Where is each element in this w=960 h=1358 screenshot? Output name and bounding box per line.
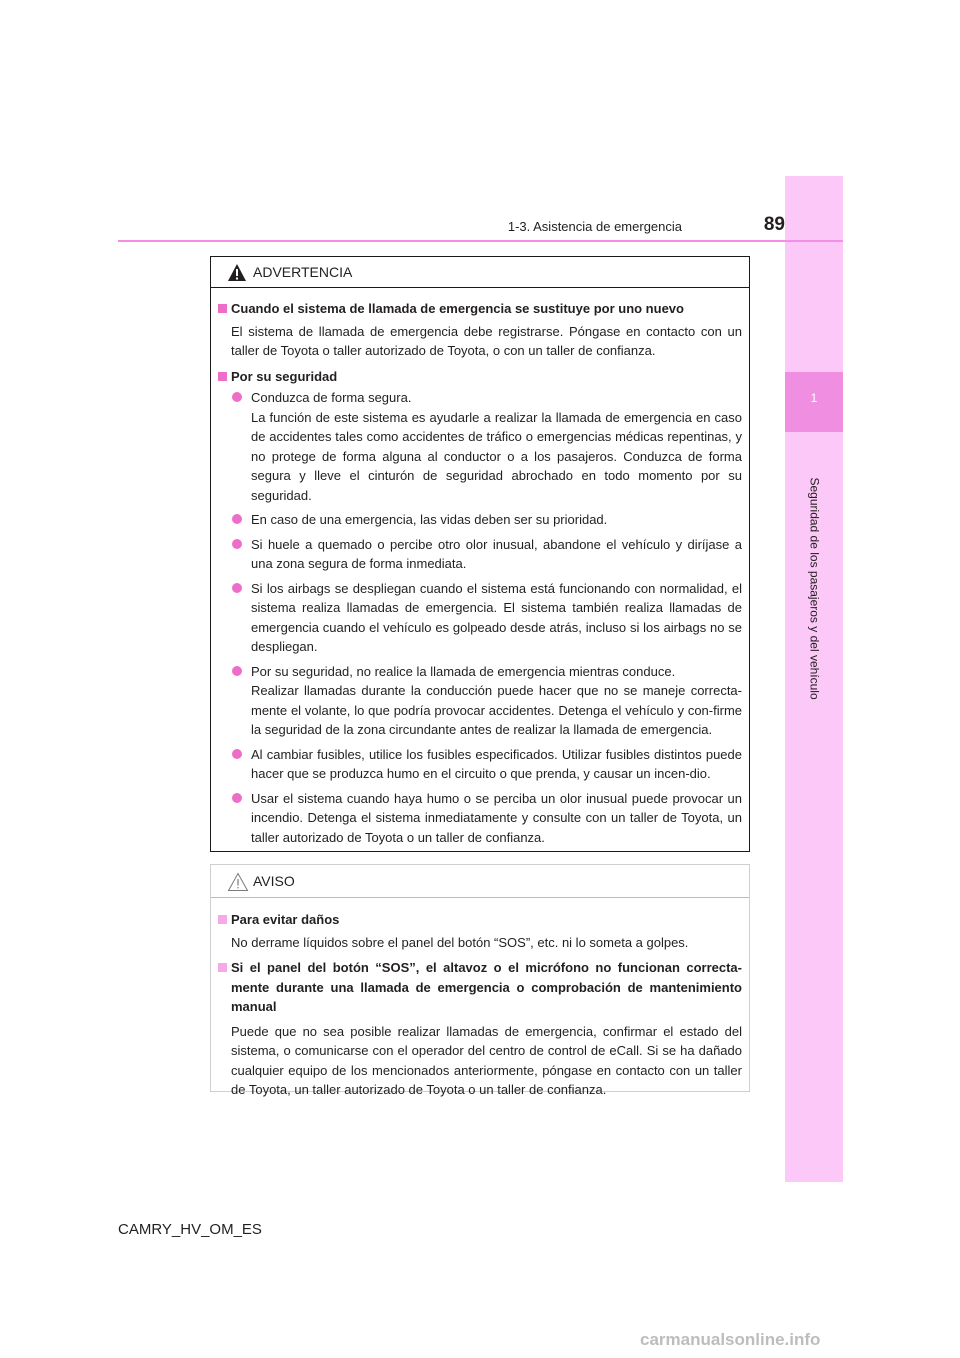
warning-bullet: En caso de una emergencia, las vidas deben ser su prioridad. (218, 510, 742, 530)
notice-box-body (211, 898, 749, 1100)
warning-bullet: Usar el sistema cuando haya humo o se perciba un olor inusual puede provocar un incendio. Detenga el sistema inmediatamente y consulte con un taller de Toyota, un taller autorizado de Toyota o un taller de confianza. (218, 789, 742, 848)
notice-heading-malfunction: Si el panel del botón “SOS”, el altavoz o el micrófono no funcionan correcta-mente durante una llamada de emergencia o comprobación de mantenimiento manual (218, 958, 742, 1017)
notice-paragraph: No derrame líquidos sobre el panel del botón “SOS”, etc. ni lo someta a golpes. (231, 934, 689, 950)
section-title: 1-3. Asistencia de emergencia (507, 219, 682, 234)
circle-bullet-icon (232, 666, 242, 676)
notice-heading-damage: Para evitar daños (218, 910, 742, 930)
warning-box (210, 256, 750, 852)
warning-bullet: Si los airbags se despliegan cuando el sistema está funcionando con normalidad, el sistema realiza llamadas de emergencia. El sistema también realiza llamadas de emergencia cuando el vehículo es golpeado desde atrás, incluso si los airbags no se despliegan. (218, 579, 742, 657)
circle-bullet-icon (232, 583, 242, 593)
header-rule (118, 240, 843, 242)
square-bullet-icon (218, 372, 227, 381)
warning-heading-replacement: Cuando el sistema de llamada de emergencia se sustituye por uno nuevo (218, 299, 742, 319)
warning-box-header (211, 257, 749, 288)
warning-triangle-icon (227, 262, 247, 292)
notice-box-header (211, 865, 749, 898)
circle-bullet-icon (232, 539, 242, 549)
warning-bullet: Si huele a quemado o percibe otro olor inusual, abandone el vehículo y diríjase a una zona segura de forma inmediata. (218, 535, 742, 574)
circle-bullet-icon (232, 392, 242, 402)
warning-paragraph: El sistema de llamada de emergencia debe registrarse. Póngase en contacto con un taller de Toyota o taller autorizado de Toyota, o con un taller de confianza. (231, 323, 742, 358)
notice-box-title: AVISO (253, 873, 295, 889)
warning-box-title: ADVERTENCIA (253, 264, 353, 280)
warning-bullet: Al cambiar fusibles, utilice los fusibles especificados. Utilizar fusibles distintos puede hacer que se produzca humo en el circuito o que prenda, y causar un incen-dio. (218, 745, 742, 784)
side-chapter-label: Seguridad de los pasajeros y del vehículo (807, 477, 822, 700)
warning-bullet: Por su seguridad, no realice la llamada de emergencia mientras conduce. Realizar llamadas durante la conducción puede hacer que no se maneje correcta-mente el volante, lo que podría provocar accidentes. Detenga el vehículo y con-firme la seguridad de la zona circundante antes de realizar la llamada de emergencia. (218, 662, 742, 740)
caution-triangle-outline-icon (227, 871, 249, 903)
warning-bullet: Conduzca de forma segura. La función de este sistema es ayudarle a realizar la llamada de emergencia en caso de accidentes tales como accidentes de tráfico o emergencias médicas repentinas, y no protege de forma alguna al conductor o a los pasajeros. Conduzca de forma segura y lleve el cinturón de seguridad abrochado en todo momento por su seguridad. (218, 388, 742, 505)
notice-paragraph: Puede que no sea posible realizar llamadas de emergencia, confirmar el estado del sistema, o comunicarse con el operador del centro de control de eCall. Si se ha dañado cualquier equipo de los mencionados anteriormente, póngase en contacto con un taller de Toyota, un taller autorizado de Toyota o un taller de confianza. (231, 1023, 742, 1097)
notice-box (210, 864, 750, 1097)
square-bullet-icon (218, 915, 227, 924)
circle-bullet-icon (232, 749, 242, 759)
square-bullet-icon (218, 304, 227, 313)
warning-box-body (211, 288, 749, 847)
warning-heading-safety: Por su seguridad (218, 367, 742, 387)
circle-bullet-icon (232, 514, 242, 524)
manual-code: CAMRY_HV_OM_ES (118, 1221, 262, 1238)
page-number: 89 (763, 214, 785, 235)
watermark: carmanualsonline.info (640, 1330, 821, 1349)
side-chapter-number: 1 (810, 391, 818, 405)
square-bullet-icon (218, 963, 227, 972)
circle-bullet-icon (232, 793, 242, 803)
